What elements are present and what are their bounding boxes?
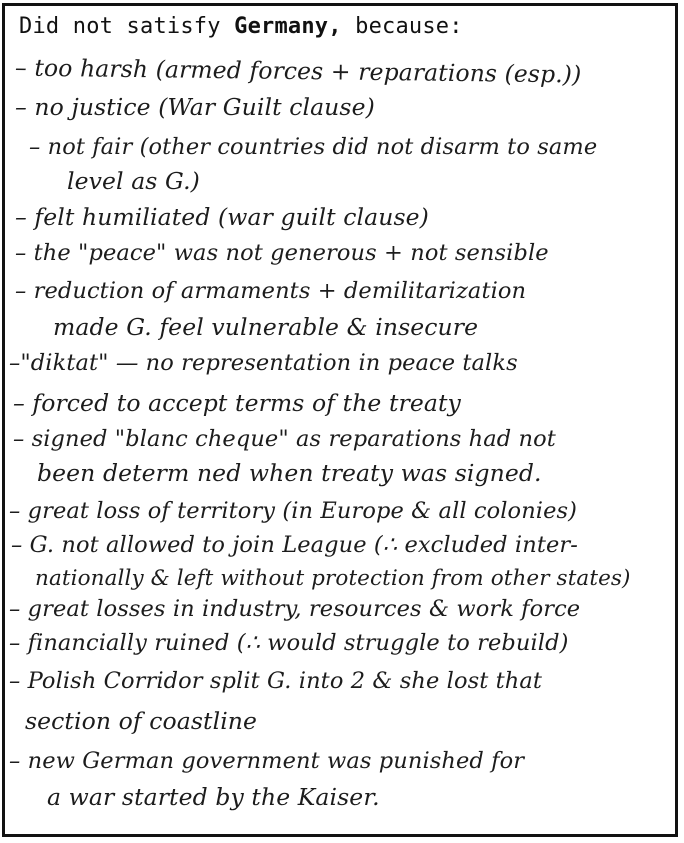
note-line: – new German government was punished for xyxy=(9,748,525,774)
heading-suffix: because: xyxy=(341,14,463,39)
note-line: – too harsh (armed forces + reparations (esp.)) xyxy=(14,53,582,89)
note-line: – forced to accept terms of the treaty xyxy=(13,389,461,417)
heading-prefix: Did not satisfy xyxy=(19,14,235,39)
note-line: – great loss of territory (in Europe & all colonies) xyxy=(9,498,578,524)
note-line: level as G.) xyxy=(67,167,200,195)
note-line: – not fair (other countries did not disarm to same xyxy=(29,134,598,160)
note-line: – signed "blanc cheque" as reparations had not xyxy=(13,426,556,452)
note-line: section of coastline xyxy=(25,707,258,735)
handwritten-notes-page xyxy=(2,3,678,837)
note-line: –"diktat" — no representation in peace talks xyxy=(9,350,518,376)
note-line: – no justice (War Guilt clause) xyxy=(15,93,375,121)
note-line: – financially ruined (∴ would struggle to rebuild) xyxy=(9,630,569,656)
note-line: – Polish Corridor split G. into 2 & she lost that xyxy=(9,668,543,694)
note-line: a war started by the Kaiser. xyxy=(47,783,380,811)
note-line: made G. feel vulnerable & insecure xyxy=(53,313,479,341)
note-line: – felt humiliated (war guilt clause) xyxy=(15,203,429,231)
heading-emphasis: Germany, xyxy=(234,14,342,39)
note-line: nationally & left without protection from other states) xyxy=(35,566,631,591)
note-line: – great losses in industry, resources & work force xyxy=(9,596,581,622)
note-line: – reduction of armaments + demilitarization xyxy=(15,278,527,304)
note-line: – G. not allowed to join League (∴ excluded inter- xyxy=(11,532,578,558)
note-line: – the "peace" was not generous + not sensible xyxy=(15,240,549,266)
note-line: been determ ned when treaty was signed. xyxy=(37,459,542,487)
notes-list xyxy=(5,6,675,834)
